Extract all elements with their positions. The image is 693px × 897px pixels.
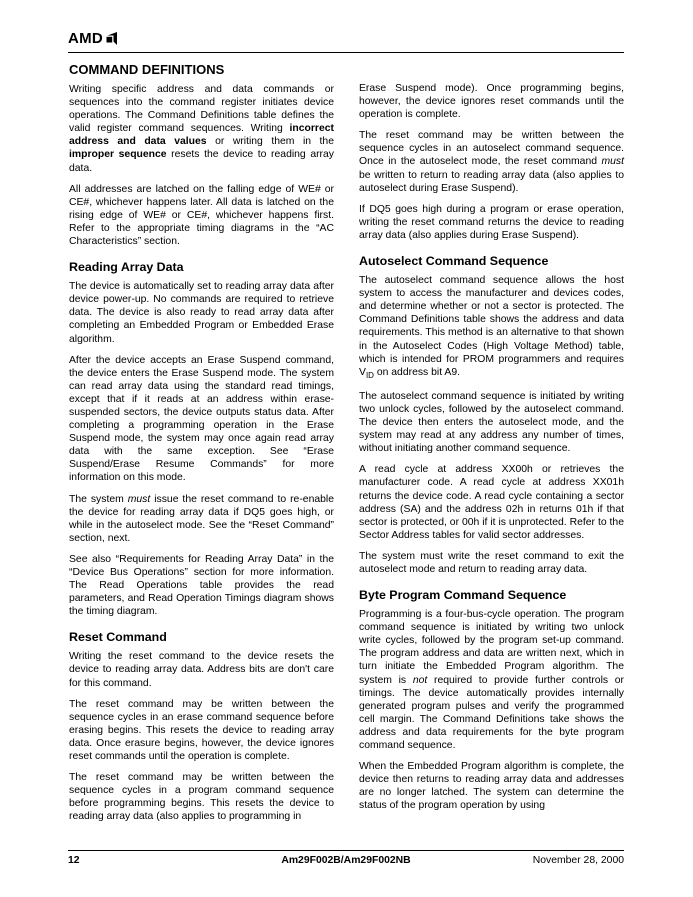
reading-paragraph-4: See also “Requirements for Reading Array Data” in the “Device Bus Operations” section for more information. The Read Operations table provides the read parameters, and Read Operation Timings diagram shows the timing diagram.: [69, 553, 334, 618]
page-footer: [68, 854, 624, 868]
reset-continued-paragraph-1: Erase Suspend mode). Once programming begins, however, the device ignores reset commands until the operation is complete.: [359, 83, 624, 121]
publication-date: November 28, 2000: [532, 855, 624, 866]
reading-paragraph-2: After the device accepts an Erase Suspend command, the device enters the Erase Suspend mode. The system can read array data using the standard read timings, except that if it reads at an address within erase-suspended sectors, the device outputs status data. After completing a programming operation in the Erase Suspend mode, the system may once again read array data with the same exception. See “Erase Suspend/Erase Resume Commands” for more information on this mode.: [69, 354, 334, 484]
autoselect-paragraph-2: The autoselect command sequence is initiated by writing two unlock cycles, followed by the autoselect command. The device then enters the autoselect mode, and the system may read at any address any number of times, without initiating another command sequence.: [359, 390, 624, 455]
right-column: [359, 82, 624, 820]
section-title: COMMAND DEFINITIONS: [69, 62, 225, 77]
autoselect-paragraph-3: A read cycle at address XX00h or retrieves the manufacturer code. A read cycle at address XX01h returns the device code. A read cycle containing a sector address (SA) and the address 02h in returns 01h if that sector is protected, or 00h if it is unprotected. Refer to the Sector Address tables for valid sector addresses.: [359, 464, 624, 541]
header-rule: [68, 52, 624, 53]
left-column: [69, 62, 334, 832]
intro-paragraph-2: All addresses are latched on the falling edge of WE# or CE#, whichever happens later. All data is latched on the rising edge of WE# or CE#, whichever happens first. Refer to the appropriate timing diagrams in the “AC Characteristics” section.: [69, 183, 334, 248]
reset-continued-paragraph-3: If DQ5 goes high during a program or erase operation, writing the reset command returns the device to reading array data (also applies during Erase Suspend).: [359, 203, 624, 241]
reading-paragraph-3: The system must issue the reset command to re-enable the device for reading array data if DQ5 goes high, or while in the autoselect mode. See the “Reset Command” section, next.: [69, 493, 334, 544]
reset-command-heading: Reset Command: [69, 630, 167, 645]
amd-arrow-icon: [104, 32, 117, 45]
autoselect-paragraph-4: The system must write the reset command to exit the autoselect mode and return to reading array data.: [359, 550, 624, 575]
reset-paragraph-1: Writing the reset command to the device resets the device to reading array data. Address bits are don't care for this command.: [69, 651, 334, 689]
autoselect-paragraph-1: The autoselect command sequence allows the host system to access the manufacturer and devices codes, and determine whether or not a sector is protected. The Command Definitions table shows the address and data requirements. This method is an alternative to that shown in the Autoselect Codes (High Voltage Method) table, which is intended for PROM programmers and requires $V_{ID}$ on address bit A9.: [359, 275, 624, 380]
byte-program-heading: Byte Program Command Sequence: [359, 588, 567, 603]
footer-rule: [68, 850, 624, 851]
reading-paragraph-1: The device is automatically set to reading array data after device power-up. No commands are required to retrieve data. The device is also ready to read array data after completing an Embedded Program or Embedded Erase algorithm.: [69, 281, 334, 345]
byte-program-paragraph-2: When the Embedded Program algorithm is complete, the device then returns to reading array data and addresses are no longer latched. The system can determine the status of the program operation by using: [359, 761, 624, 812]
byte-program-paragraph-1: Programming is a four-bus-cycle operation. The program command sequence is initiated by writing two unlock write cycles, followed by the program set-up command. The program address and data are written next, which in turn initiate the Embedded Program algorithm. The system is not required to provide further controls or timings. The device automatically provides internally generated program pulses and verify the programmed cell margin. The Command Definitions take shows the address and data requirements for the byte program command sequence.: [359, 609, 625, 752]
autoselect-heading: Autoselect Command Sequence: [359, 254, 549, 269]
amd-logo: [68, 31, 117, 46]
intro-paragraph-1: Writing specific address and data commands or sequences into the command register initiates device operations. The Command Definitions table defines the valid register command sequences. Writing incorrect address and data values or writing them in the improper sequence resets the device to reading array data.: [69, 84, 334, 174]
reading-array-data-heading: Reading Array Data: [69, 260, 184, 275]
part-number: Am29F002B/Am29F002NB: [281, 855, 411, 866]
reset-paragraph-2: The reset command may be written between the sequence cycles in an erase command sequence before erasing begins. This resets the device to reading array data. Once erasure begins, however, the device ignores reset commands until the operation is complete.: [69, 698, 334, 763]
page-number: 12: [68, 855, 80, 866]
reset-paragraph-3: The reset command may be written between the sequence cycles in a program command sequence before programming begins. This resets the device to reading array data (also applies to programming in: [69, 772, 334, 823]
reset-continued-paragraph-2: The reset command may be written between the sequence cycles in an autoselect command sequence. Once in the autoselect mode, the reset command must be written to return to reading array data (also applies to autoselect during Erase Suspend).: [359, 130, 624, 194]
logo-text: AMD: [68, 30, 104, 47]
